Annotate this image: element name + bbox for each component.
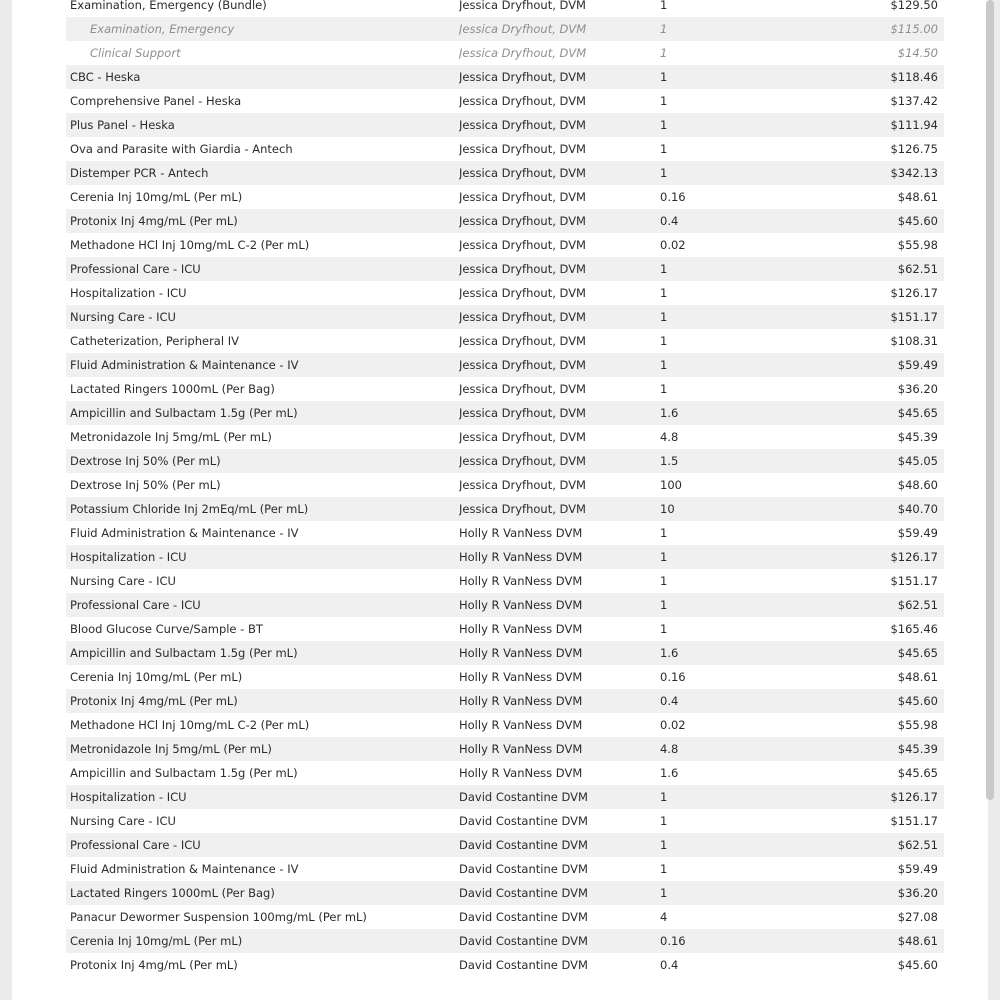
table-row	[66, 521, 944, 545]
item-quantity: 1.6	[660, 766, 679, 780]
item-description: Metronidazole Inj 5mg/mL (Per mL)	[70, 430, 272, 444]
item-quantity: 0.02	[660, 238, 686, 252]
item-provider: Holly R VanNess DVM	[459, 593, 660, 617]
item-provider: Holly R VanNess DVM	[459, 545, 660, 569]
item-description: Nursing Care - ICU	[66, 305, 459, 329]
item-price: $62.51	[840, 257, 944, 281]
item-description: Professional Care - ICU	[66, 833, 459, 857]
item-description: Blood Glucose Curve/Sample - BT	[70, 622, 263, 636]
item-price: $14.50	[897, 46, 938, 60]
item-quantity: 1	[660, 833, 840, 857]
item-provider: Jessica Dryfhout, DVM	[459, 497, 660, 521]
item-price: $108.31	[890, 334, 938, 348]
table-row	[66, 881, 944, 905]
item-price: $45.39	[840, 737, 944, 761]
item-price: $111.94	[840, 113, 944, 137]
item-price: $115.00	[840, 17, 944, 41]
item-price: $59.49	[897, 526, 938, 540]
item-quantity: 1	[660, 94, 668, 108]
item-price: $151.17	[890, 814, 938, 828]
item-description: Protonix Inj 4mg/mL (Per mL)	[66, 689, 459, 713]
table-row	[66, 257, 944, 281]
item-price: $126.75	[890, 142, 938, 156]
item-provider: Jessica Dryfhout, DVM	[459, 382, 586, 396]
table-row	[66, 329, 944, 353]
item-quantity: 1	[660, 574, 668, 588]
item-quantity: 0.16	[660, 929, 840, 953]
item-description: Professional Care - ICU	[66, 257, 459, 281]
item-price: $129.50	[890, 0, 938, 12]
item-provider: Jessica Dryfhout, DVM	[459, 190, 586, 204]
item-description: Lactated Ringers 1000mL (Per Bag)	[70, 382, 275, 396]
table-row	[66, 713, 944, 737]
item-provider: Holly R VanNess DVM	[459, 526, 583, 540]
invoice-line-items-table	[66, 0, 944, 977]
item-quantity: 1.5	[660, 449, 840, 473]
item-quantity: 1	[660, 593, 840, 617]
table-row	[66, 569, 944, 593]
table-row	[66, 449, 944, 473]
table-row	[66, 689, 944, 713]
item-quantity: 1	[660, 286, 668, 300]
table-subrow	[66, 17, 944, 41]
item-quantity: 1	[660, 814, 668, 828]
item-description: Catheterization, Peripheral IV	[70, 334, 239, 348]
item-description: Clinical Support	[90, 46, 181, 60]
item-price: $45.39	[897, 430, 938, 444]
item-description: Examination, Emergency	[66, 17, 459, 41]
item-quantity: 1	[660, 46, 668, 60]
item-price: $45.65	[840, 641, 944, 665]
item-provider: David Costantine DVM	[459, 958, 588, 972]
item-quantity: 1	[660, 881, 840, 905]
item-description: Panacur Dewormer Suspension 100mg/mL (Per mL)	[70, 910, 367, 924]
item-quantity: 1	[660, 862, 668, 876]
table-row	[66, 953, 944, 977]
table-row	[66, 473, 944, 497]
item-price: $40.70	[840, 497, 944, 521]
table-row	[66, 833, 944, 857]
item-price: $137.42	[890, 94, 938, 108]
table-row	[66, 425, 944, 449]
table-row	[66, 89, 944, 113]
table-row	[66, 905, 944, 929]
item-provider: Jessica Dryfhout, DVM	[459, 94, 586, 108]
item-description: Hospitalization - ICU	[66, 545, 459, 569]
item-description: Dextrose Inj 50% (Per mL)	[66, 449, 459, 473]
item-provider: Jessica Dryfhout, DVM	[459, 305, 660, 329]
item-price: $342.13	[840, 161, 944, 185]
item-description: Nursing Care - ICU	[70, 814, 176, 828]
item-description: Protonix Inj 4mg/mL (Per mL)	[70, 958, 238, 972]
table-row	[66, 809, 944, 833]
item-quantity: 1	[660, 142, 668, 156]
item-quantity: 0.16	[660, 190, 686, 204]
item-description: Lactated Ringers 1000mL (Per Bag)	[66, 881, 459, 905]
item-description: Ampicillin and Sulbactam 1.5g (Per mL)	[70, 766, 298, 780]
item-quantity: 1.6	[660, 401, 840, 425]
item-provider: Holly R VanNess DVM	[459, 641, 660, 665]
item-description: Ova and Parasite with Giardia - Antech	[70, 142, 293, 156]
item-provider: Jessica Dryfhout, DVM	[459, 46, 587, 60]
item-quantity: 1	[660, 161, 840, 185]
table-row	[66, 785, 944, 809]
item-quantity: 4	[660, 910, 668, 924]
item-quantity: 0.16	[660, 670, 686, 684]
item-price: $165.46	[890, 622, 938, 636]
item-provider: Holly R VanNess DVM	[459, 737, 660, 761]
item-price: $48.61	[897, 670, 938, 684]
item-description: Hospitalization - ICU	[66, 785, 459, 809]
item-provider: Holly R VanNess DVM	[459, 670, 583, 684]
table-row	[66, 641, 944, 665]
item-price: $59.49	[897, 862, 938, 876]
item-provider: Holly R VanNess DVM	[459, 622, 583, 636]
item-quantity: 10	[660, 497, 840, 521]
table-row	[66, 305, 944, 329]
item-description: Dextrose Inj 50% (Per mL)	[70, 478, 221, 492]
table-row	[66, 545, 944, 569]
item-price: $126.17	[840, 785, 944, 809]
item-provider: Holly R VanNess DVM	[459, 689, 660, 713]
item-description: CBC - Heska	[66, 65, 459, 89]
item-description: Ampicillin and Sulbactam 1.5g (Per mL)	[66, 401, 459, 425]
item-price: $55.98	[897, 238, 938, 252]
table-row	[66, 185, 944, 209]
table-row	[66, 0, 944, 17]
item-description: Nursing Care - ICU	[70, 574, 176, 588]
item-quantity: 0.4	[660, 689, 840, 713]
item-provider: Jessica Dryfhout, DVM	[459, 257, 660, 281]
table-row	[66, 593, 944, 617]
table-row	[66, 929, 944, 953]
item-price: $126.17	[840, 545, 944, 569]
item-price: $45.60	[840, 689, 944, 713]
item-quantity: 1	[660, 17, 840, 41]
item-provider: David Costantine DVM	[459, 881, 660, 905]
item-description: Cerenia Inj 10mg/mL (Per mL)	[70, 190, 243, 204]
item-description: Fluid Administration & Maintenance - IV	[66, 353, 459, 377]
item-quantity: 1	[660, 305, 840, 329]
item-description: Protonix Inj 4mg/mL (Per mL)	[66, 209, 459, 233]
item-quantity: 0.4	[660, 209, 840, 233]
item-provider: Jessica Dryfhout, DVM	[459, 209, 660, 233]
table-row	[66, 65, 944, 89]
invoice-table-body	[66, 0, 944, 977]
item-quantity: 1	[660, 0, 668, 12]
item-description: Methadone HCl Inj 10mg/mL C-2 (Per mL)	[70, 238, 310, 252]
table-row	[66, 665, 944, 689]
item-provider: Jessica Dryfhout, DVM	[459, 142, 586, 156]
item-quantity: 100	[660, 478, 682, 492]
item-provider: Jessica Dryfhout, DVM	[459, 430, 586, 444]
item-description: Professional Care - ICU	[66, 593, 459, 617]
item-price: $48.60	[897, 478, 938, 492]
item-price: $45.60	[840, 209, 944, 233]
item-description: Examination, Emergency (Bundle)	[70, 0, 267, 12]
item-quantity: 0.4	[660, 958, 679, 972]
item-description: Ampicillin and Sulbactam 1.5g (Per mL)	[66, 641, 459, 665]
item-quantity: 1	[660, 65, 840, 89]
item-provider: Jessica Dryfhout, DVM	[459, 449, 660, 473]
item-provider: Holly R VanNess DVM	[459, 766, 583, 780]
item-description: Methadone HCl Inj 10mg/mL C-2 (Per mL)	[70, 718, 310, 732]
table-row	[66, 353, 944, 377]
item-price: $118.46	[840, 65, 944, 89]
table-row	[66, 137, 944, 161]
item-price: $151.17	[890, 574, 938, 588]
item-quantity: 0.02	[660, 718, 686, 732]
item-description: Cerenia Inj 10mg/mL (Per mL)	[70, 670, 243, 684]
item-quantity: 1	[660, 622, 668, 636]
item-price: $48.61	[897, 190, 938, 204]
item-provider: Jessica Dryfhout, DVM	[459, 65, 660, 89]
item-provider: Jessica Dryfhout, DVM	[459, 353, 660, 377]
table-row	[66, 401, 944, 425]
table-row	[66, 377, 944, 401]
item-provider: David Costantine DVM	[459, 785, 660, 809]
item-price: $45.05	[840, 449, 944, 473]
item-price: $151.17	[840, 305, 944, 329]
item-price: $59.49	[840, 353, 944, 377]
vertical-scrollbar[interactable]	[986, 0, 994, 800]
item-quantity: 1	[660, 353, 840, 377]
table-row	[66, 281, 944, 305]
item-provider: Jessica Dryfhout, DVM	[459, 401, 660, 425]
item-description: Plus Panel - Heska	[66, 113, 459, 137]
item-quantity: 4.8	[660, 430, 679, 444]
item-price: $27.08	[897, 910, 938, 924]
item-quantity: 1	[660, 785, 840, 809]
table-row	[66, 209, 944, 233]
item-quantity: 1	[660, 545, 840, 569]
item-quantity: 1	[660, 257, 840, 281]
table-subrow	[66, 41, 944, 65]
table-row	[66, 113, 944, 137]
item-provider: Jessica Dryfhout, DVM	[459, 334, 586, 348]
item-quantity: 1	[660, 334, 668, 348]
item-quantity: 1	[660, 382, 668, 396]
item-description: Cerenia Inj 10mg/mL (Per mL)	[66, 929, 459, 953]
item-price: $36.20	[897, 382, 938, 396]
table-row	[66, 761, 944, 785]
item-provider: Holly R VanNess DVM	[459, 718, 583, 732]
item-provider: Jessica Dryfhout, DVM	[459, 238, 586, 252]
item-price: $62.51	[840, 593, 944, 617]
table-row	[66, 857, 944, 881]
item-provider: Jessica Dryfhout, DVM	[459, 478, 586, 492]
table-row	[66, 497, 944, 521]
item-description: Fluid Administration & Maintenance - IV	[70, 526, 299, 540]
item-price: $55.98	[897, 718, 938, 732]
item-description: Fluid Administration & Maintenance - IV	[70, 862, 299, 876]
item-provider: Jessica Dryfhout, DVM	[459, 0, 586, 12]
item-description: Comprehensive Panel - Heska	[70, 94, 242, 108]
item-quantity: 1	[660, 526, 668, 540]
item-description: Metronidazole Inj 5mg/mL (Per mL)	[66, 737, 459, 761]
item-provider: Jessica Dryfhout, DVM	[459, 113, 660, 137]
item-provider: David Costantine DVM	[459, 814, 588, 828]
item-provider: Jessica Dryfhout, DVM	[459, 161, 660, 185]
item-price: $45.60	[897, 958, 938, 972]
item-price: $45.65	[897, 766, 938, 780]
item-description: Potassium Chloride Inj 2mEq/mL (Per mL)	[66, 497, 459, 521]
item-price: $36.20	[840, 881, 944, 905]
item-provider: David Costantine DVM	[459, 929, 660, 953]
table-row	[66, 161, 944, 185]
item-provider: David Costantine DVM	[459, 862, 588, 876]
item-price: $48.61	[840, 929, 944, 953]
item-quantity: 1	[660, 113, 840, 137]
item-description: Hospitalization - ICU	[70, 286, 187, 300]
table-row	[66, 233, 944, 257]
item-description: Distemper PCR - Antech	[66, 161, 459, 185]
item-price: $126.17	[890, 286, 938, 300]
item-provider: Jessica Dryfhout, DVM	[459, 17, 660, 41]
table-row	[66, 737, 944, 761]
table-row	[66, 617, 944, 641]
item-provider: David Costantine DVM	[459, 910, 588, 924]
item-quantity: 4.8	[660, 737, 840, 761]
item-provider: Jessica Dryfhout, DVM	[459, 286, 586, 300]
item-provider: David Costantine DVM	[459, 833, 660, 857]
item-price: $62.51	[840, 833, 944, 857]
item-provider: Holly R VanNess DVM	[459, 574, 583, 588]
item-quantity: 1.6	[660, 641, 840, 665]
item-price: $45.65	[840, 401, 944, 425]
